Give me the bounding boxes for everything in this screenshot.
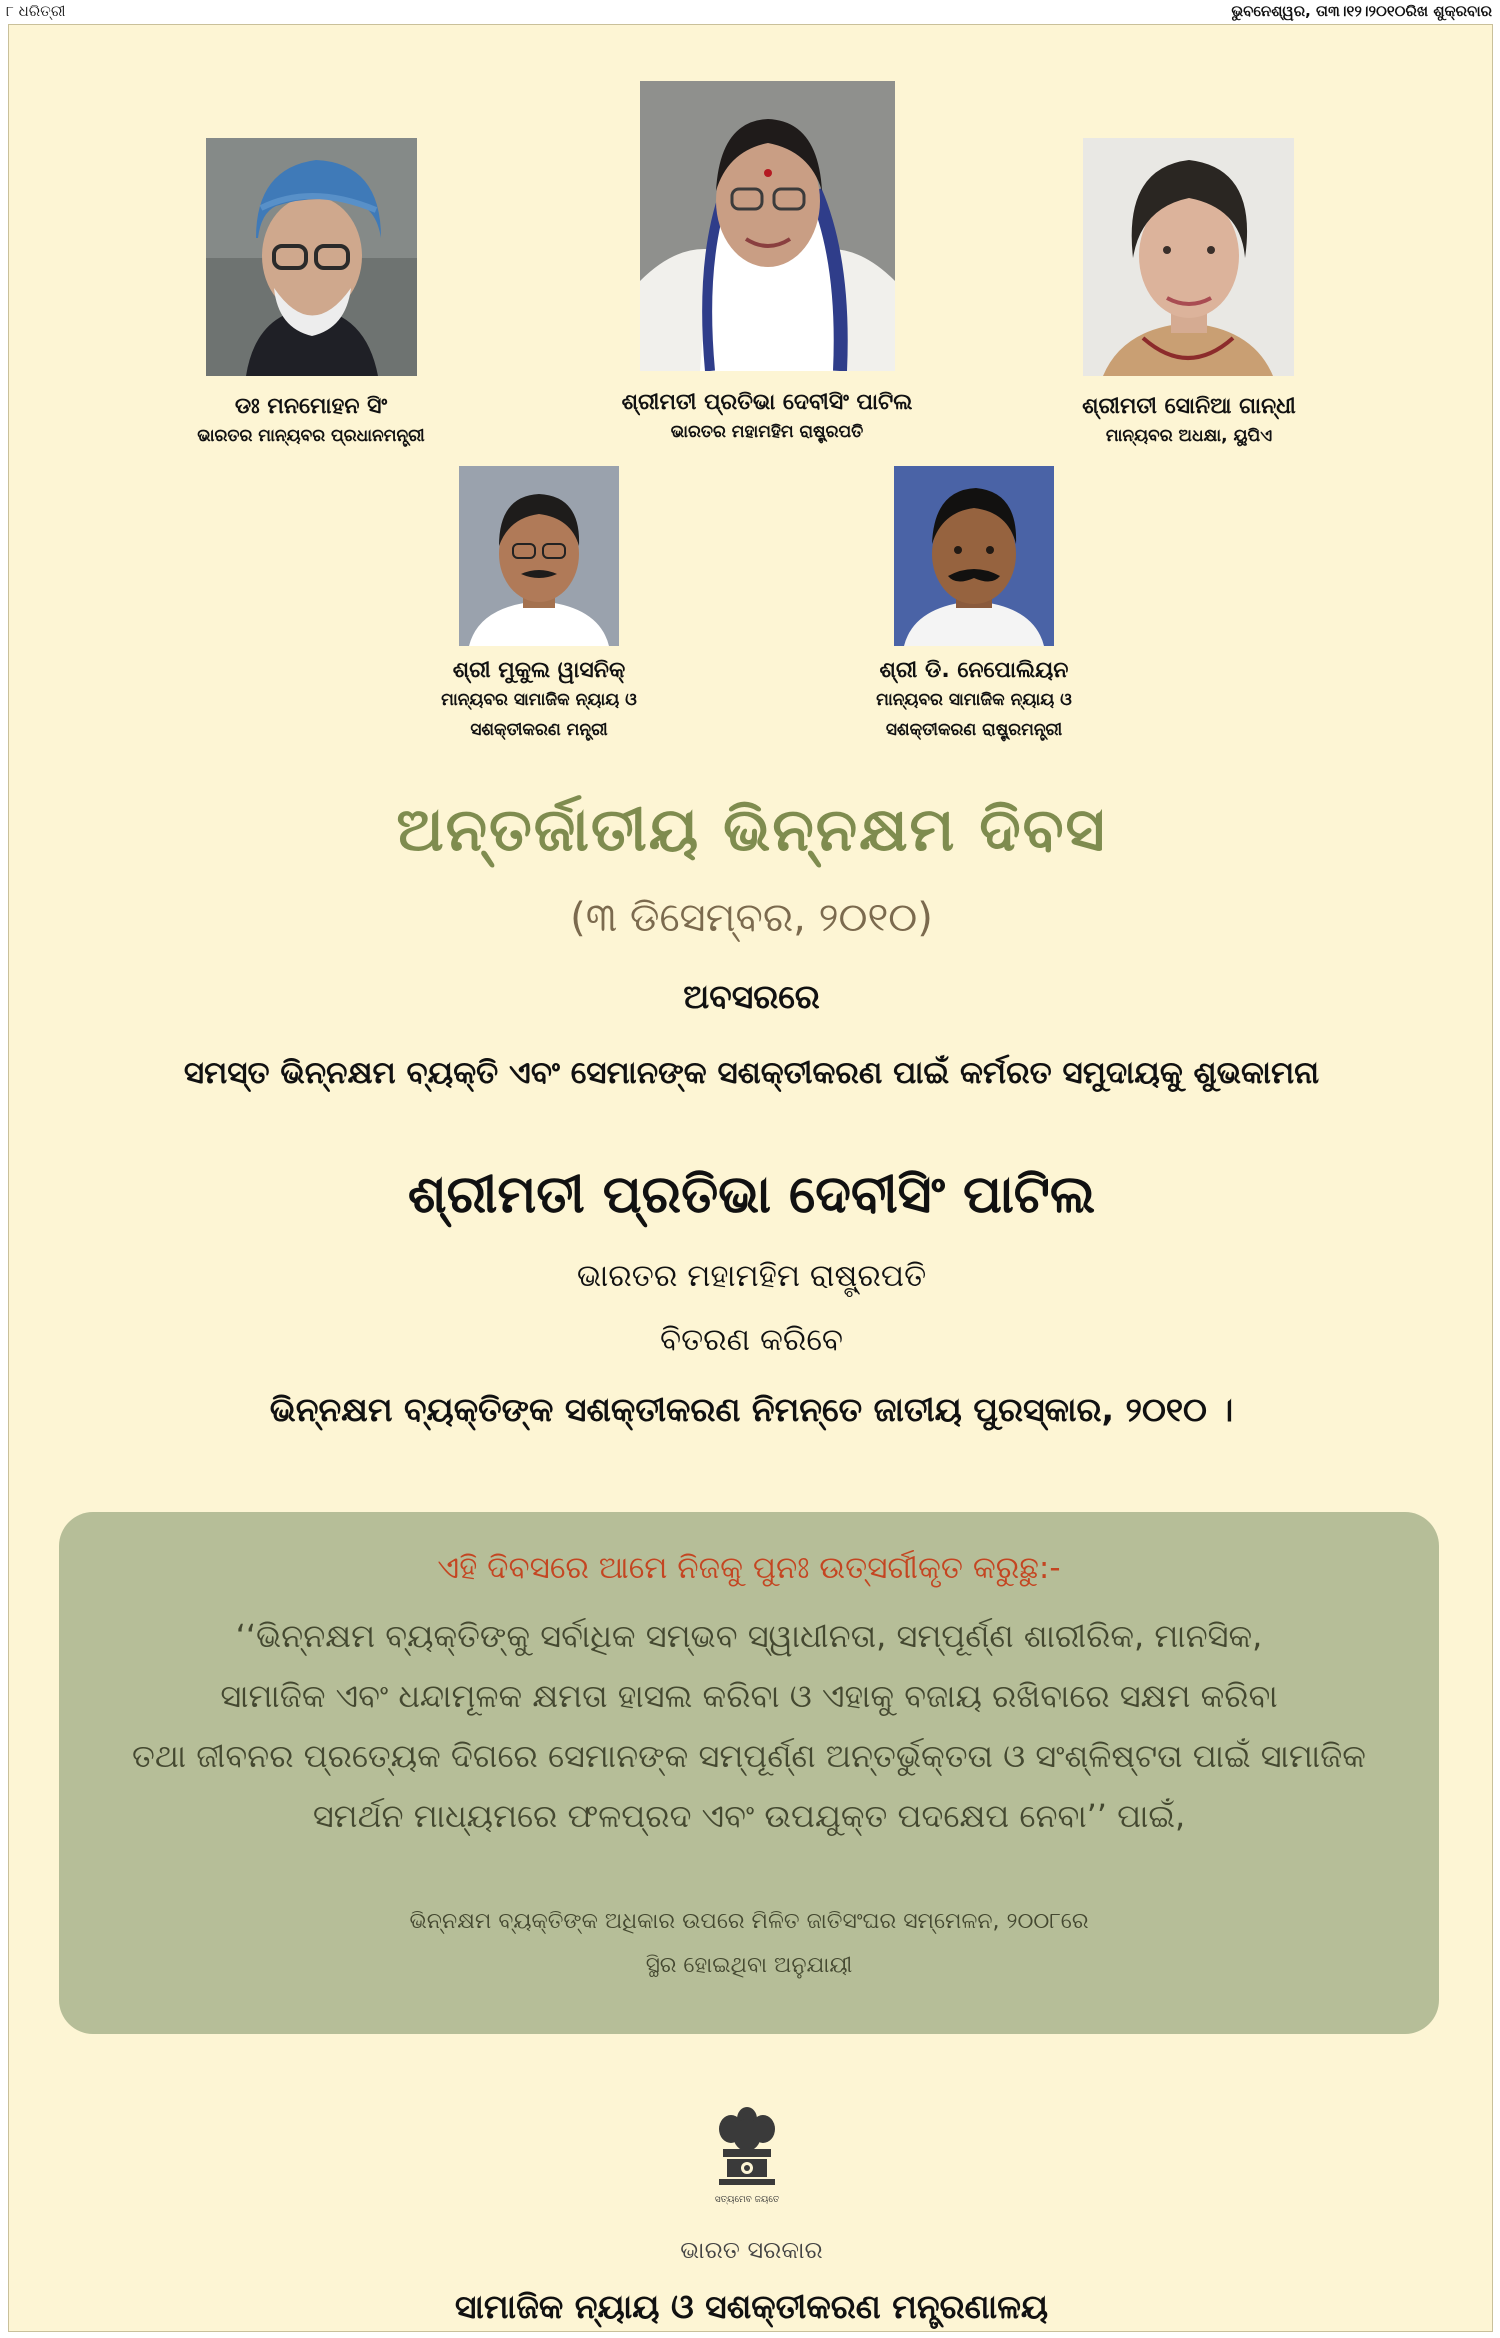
caption-sonia-gandhi	[1039, 393, 1339, 451]
event-date: (୩ ଡିସେମ୍ବର, ୨୦୧୦)	[570, 895, 933, 941]
award-name: ଭିନ୍ନକ୍ଷମ ବ୍ୟକ୍ତିଙ୍କ ସଶକ୍ତୀକରଣ ନିମନ୍ତେ ଜାତୀୟ ପୁରସ୍କାର, ୨୦୧୦ ।	[269, 1390, 1234, 1429]
pledge-line: ତଥା ଜୀବନର ପ୍ରତ୍ୟେକ ଦିଗରେ ସେମାନଙ୍କ ସମ୍ପୂର୍ଣ୍ଣ ଅନ୍ତର୍ଭୁକ୍ତତା ଓ ସଂଶ୍ଳିଷ୍ଟତା ପାଇଁ ସାମାଜିକ	[132, 1737, 1366, 1775]
pledge-reference	[59, 1900, 1439, 1988]
dignitary-designation: ମାନ୍ୟବର ସାମାଜିକ ନ୍ୟାୟ ଓ	[876, 690, 1072, 710]
dignitary-name: ଶ୍ରୀ ମୁକୁଲ ୱାସନିକ୍	[452, 658, 626, 683]
pledge-reference-line: ସ୍ଥିର ହୋଇଥିବା ଅନୁଯାୟୀ	[645, 1953, 853, 1978]
presenter-action: ବିତରଣ କରିବେ	[659, 1322, 844, 1358]
dignitary-designation: ମାନ୍ୟବର ସାମାଜିକ ନ୍ୟାୟ ଓ	[441, 690, 637, 710]
pledge-reference-line: ଭିନ୍ନକ୍ଷମ ବ୍ୟକ୍ତିଙ୍କ ଅଧିକାର ଉପରେ ମିଳିତ ଜାତିସଂଘର ସମ୍ମେଳନ, ୨୦୦୮ରେ	[409, 1909, 1089, 1934]
portrait-d-napoleon	[894, 466, 1054, 646]
caption-d-napoleon	[834, 657, 1114, 745]
newspaper-header	[0, 0, 1500, 22]
dateline: ଭୁବନେଶ୍ୱର, ତା୩।୧୨।୨୦୧୦ରିଖ ଶୁକ୍ରବାର	[1231, 2, 1492, 20]
pledge-text	[89, 1606, 1409, 1846]
dignitary-designation: ସଶକ୍ତୀକରଣ ମନ୍ତ୍ରୀ	[470, 720, 608, 740]
presenter-designation: ଭାରତର ମହାମହିମ ରାଷ୍ଟ୍ରପତି	[576, 1258, 927, 1294]
pledge-box	[59, 1512, 1439, 2034]
portrait-sonia-gandhi	[1083, 138, 1294, 376]
ministry-name: ସାମାଜିକ ନ୍ୟାୟ ଓ ସଶକ୍ତୀକରଣ ମନ୍ତ୍ରଣାଳୟ	[454, 2287, 1049, 2326]
presenter-name: ଶ୍ରୀମତୀ ପ୍ରତିଭା ଦେବୀସିଂ ପାଟିଲ	[407, 1165, 1096, 1225]
dignitary-name: ଶ୍ରୀ ଡି. ନେପୋଲିୟନ	[879, 658, 1069, 683]
caption-mukul-wasnik	[399, 657, 679, 745]
event-greeting: ସମସ୍ତ ଭିନ୍ନକ୍ଷମ ବ୍ୟକ୍ତି ଏବଂ ସେମାନଙ୍କ ସଶକ୍ତୀକରଣ ପାଇଁ କର୍ମରତ ସମୁଦାୟକୁ ଶୁଭକାମନା	[183, 1055, 1320, 1091]
dignitary-name: ଶ୍ରୀମତୀ ସୋନିଆ ଗାନ୍ଧୀ	[1082, 394, 1296, 419]
dignitary-designation: ମାନ୍ୟବର ଅଧକ୍ଷା, ୟୁପିଏ	[1105, 426, 1273, 446]
dignitary-name: ଡଃ ମନମୋହନ ସିଂ	[234, 394, 388, 419]
pledge-line: ସାମାଜିକ ଏବଂ ଧନ୍ଦାମୂଳକ କ୍ଷମତା ହାସଲ କରିବା ଓ ଏହାକୁ ବଜାୟ ରଖିବାରେ ସକ୍ଷମ କରିବା	[220, 1677, 1278, 1715]
portrait-manmohan-singh	[206, 138, 417, 376]
advertisement	[8, 24, 1493, 2332]
event-title: ଅନ୍ତର୍ଜାତୀୟ ଭିନ୍ନକ୍ଷମ ଦିବସ	[396, 795, 1107, 865]
portrait-pratibha-patil	[640, 81, 895, 371]
government-name: ଭାରତ ସରକାର	[680, 2236, 823, 2264]
dignitary-designation: ଭାରତର ମାନ୍ୟବର ପ୍ରଧାନମନ୍ତ୍ରୀ	[197, 426, 425, 446]
pledge-heading: ଏହି ଦିବସରେ ଆମେ ନିଜକୁ ପୁନଃ ଉତ୍ସର୍ଗୀକୃତ କରୁଛୁ:-	[437, 1550, 1061, 1586]
emblem-motto: ସତ୍ୟମେବ ଜୟତେ	[714, 2195, 780, 2205]
dignitary-name: ଶ୍ରୀମତୀ ପ୍ରତିଭା ଦେବୀସିଂ ପାଟିଲ	[621, 390, 913, 415]
pledge-line: ସମର୍ଥନ ମାଧ୍ୟମରେ ଫଳପ୍ରଦ ଏବଂ ଉପଯୁକ୍ତ ପଦକ୍ଷେପ ନେବା’’ ପାଇଁ,	[312, 1797, 1186, 1835]
caption-pratibha-patil	[587, 389, 947, 447]
pledge-line: ‘‘ଭିନ୍ନକ୍ଷମ ବ୍ୟକ୍ତିଙ୍କୁ ସର୍ବାଧିକ ସମ୍ଭବ ସ୍ୱାଧୀନତା, ସମ୍ପୂର୍ଣ୍ଣ ଶାରୀରିକ, ମାନସିକ,	[235, 1617, 1263, 1655]
dignitary-designation: ଭାରତର ମହାମହିମ ରାଷ୍ଟ୍ରପତି	[670, 422, 864, 442]
national-emblem-icon	[707, 2105, 787, 2211]
dignitary-designation: ସଶକ୍ତୀକରଣ ରାଷ୍ଟ୍ରମନ୍ତ୍ରୀ	[885, 720, 1063, 740]
page-number: ୮ ଧରିତ୍ରୀ	[6, 2, 66, 20]
event-occasion: ଅବସରରେ	[683, 977, 820, 1016]
caption-manmohan-singh	[161, 393, 461, 451]
portrait-mukul-wasnik	[459, 466, 619, 646]
